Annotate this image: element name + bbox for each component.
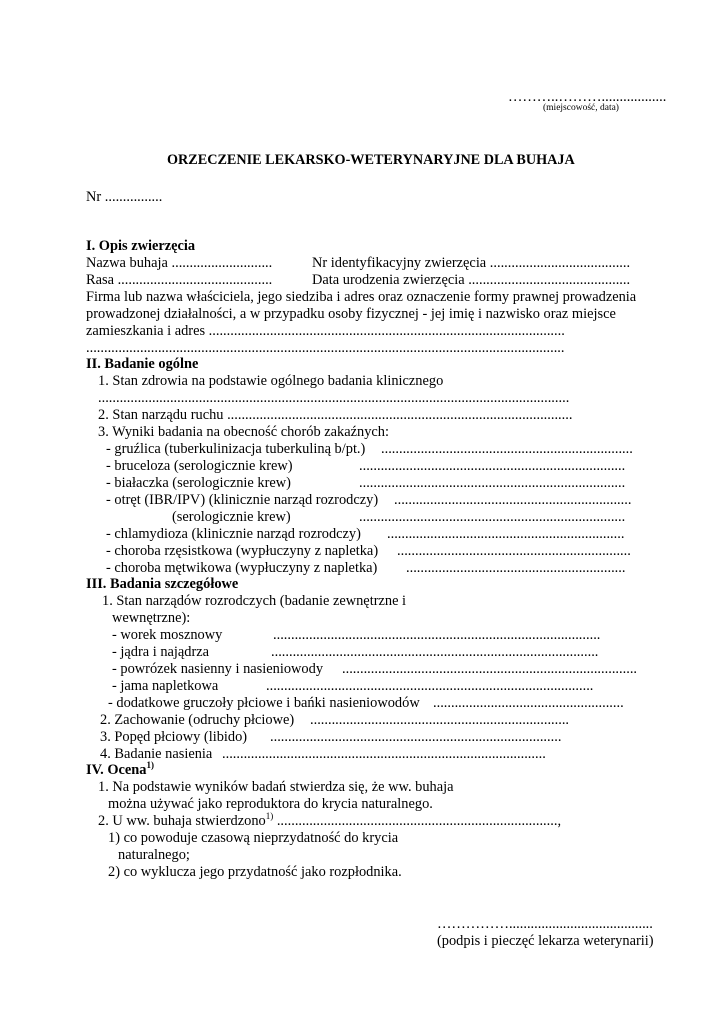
- assessment-sub1-continued: naturalnego;: [118, 847, 190, 863]
- sexual-behaviour-label: 2. Zachowanie (odruchy płciowe): [100, 712, 295, 728]
- accessory-glands-field: .....................................................: [433, 695, 624, 711]
- preputial-cavity-field: ...........................................................................................: [266, 678, 594, 694]
- assessment-item1-continued: można używać jako reproduktora do krycia naturalnego.: [108, 796, 433, 812]
- owner-address-field-continued: .....................................................................................................................................: [86, 340, 565, 356]
- campylobacteriosis-field: .............................................................: [406, 560, 626, 576]
- animal-id-field: Nr identyfikacyjny zwierzęcia .......................................: [312, 255, 631, 271]
- health-status-field: ...................................................................................................................................: [98, 390, 570, 406]
- footnote-marker: 1): [146, 760, 154, 771]
- spermatic-cord-label: - powrózek nasienny i nasieniowody: [112, 661, 324, 677]
- assessment-sub1: 1) co powoduje czasową nieprzydatność do krycia: [108, 830, 399, 846]
- bull-name-field: Nazwa buhaja ............................: [86, 255, 273, 271]
- scrotum-field: ...........................................................................................: [273, 627, 601, 643]
- sexual-behaviour-field: ........................................................................: [310, 712, 570, 728]
- libido-label: 3. Popęd płciowy (libido): [100, 729, 248, 745]
- place-date-caption: (miejscowość, data): [543, 103, 619, 113]
- section3-heading: III. Badania szczegółowe: [86, 576, 239, 592]
- libido-field: .................................................................................: [270, 729, 562, 745]
- tuberculosis-label: - gruźlica (tuberkulinizacja tuberkuliną b/pt.): [106, 441, 366, 457]
- preputial-cavity-label: - jama napletkowa: [112, 678, 219, 694]
- section2-heading: II. Badanie ogólne: [86, 356, 199, 372]
- assessment-item2-field: ..............................................................................,: [273, 813, 562, 829]
- ibr-ipv-serology-label: (serologicznie krew): [172, 509, 291, 525]
- ibr-ipv-field: ..................................................................: [394, 492, 632, 508]
- breed-field: Rasa ...........................................: [86, 272, 273, 288]
- brucellosis-label: - bruceloza (serologicznie krew): [106, 458, 293, 474]
- ibr-ipv-serology-field: ..........................................................................: [359, 509, 626, 525]
- testes-label: - jądra i najądrza: [112, 644, 210, 660]
- number-field: Nr ................: [86, 189, 163, 205]
- ibr-ipv-label: - otręt (IBR/IPV) (klinicznie narząd rozrodczy): [106, 492, 379, 508]
- signature-field: ……………........................................: [437, 916, 653, 932]
- semen-exam-label: 4. Badanie nasienia: [100, 746, 213, 762]
- infectious-tests-label: 3. Wyniki badania na obecność chorób zakaźnych:: [98, 424, 389, 440]
- section1-heading: I. Opis zwierzęcia: [86, 238, 196, 254]
- spermatic-cord-field: ..................................................................................: [342, 661, 638, 677]
- place-date-field: ………..………..................: [508, 89, 667, 105]
- brucellosis-field: ..........................................................................: [359, 458, 626, 474]
- leukosis-label: - białaczka (serologicznie krew): [106, 475, 291, 491]
- locomotion-field: 2. Stan narządu ruchu ................................................................................................: [98, 407, 573, 423]
- birth-date-field: Data urodzenia zwierzęcia .............................................: [312, 272, 631, 288]
- owner-address-field: zamieszkania i adres ...................................................................................................: [86, 323, 565, 339]
- reproductive-organs-label-continued: wewnętrzne):: [112, 610, 191, 626]
- trichomoniasis-label: - choroba rzęsistkowa (wypłuczyny z napletka): [106, 543, 379, 559]
- leukosis-field: ..........................................................................: [359, 475, 626, 491]
- section4-heading: IV. Ocena$^{1)}$: [86, 760, 154, 778]
- tuberculosis-field: ......................................................................: [381, 441, 633, 457]
- health-status-label: 1. Stan zdrowia na podstawie ogólnego badania klinicznego: [98, 373, 444, 389]
- assessment-item2: 2. U ww. buhaja stwierdzono$^{1)}$ ..............................................................................,: [98, 811, 562, 829]
- chlamydiosis-label: - chlamydioza (klinicznie narząd rozrodczy): [106, 526, 361, 542]
- footnote-marker: 1): [265, 811, 274, 822]
- testes-field: ...........................................................................................: [271, 644, 599, 660]
- reproductive-organs-label: 1. Stan narządów rozrodczych (badanie zewnętrzne i: [102, 593, 407, 609]
- trichomoniasis-field: .................................................................: [397, 543, 631, 559]
- scrotum-label: - worek mosznowy: [112, 627, 223, 643]
- campylobacteriosis-label: - choroba mętwikowa (wypłuczyny z napletka): [106, 560, 378, 576]
- owner-text-line: prowadzonej działalności, a w przypadku osoby fizycznej - jej imię i nazwisko oraz miejsce: [86, 306, 616, 322]
- accessory-glands-label: - dodatkowe gruczoły płciowe i bańki nasieniowodów: [108, 695, 420, 711]
- document-title: ORZECZENIE LEKARSKO-WETERYNARYJNE DLA BUHAJA: [167, 152, 575, 168]
- semen-exam-field: ..........................................................................................: [222, 746, 546, 762]
- assessment-item1: 1. Na podstawie wyników badań stwierdza się, że ww. buhaja: [98, 779, 454, 795]
- chlamydiosis-field: ..................................................................: [387, 526, 625, 542]
- owner-text-line: Firma lub nazwa właściciela, jego siedziba i adres oraz oznaczenie formy prawnej prowadzenia: [86, 289, 637, 305]
- signature-caption: (podpis i pieczęć lekarza weterynarii): [437, 933, 654, 949]
- assessment-sub2: 2) co wyklucza jego przydatność jako rozpłodnika.: [108, 864, 402, 880]
